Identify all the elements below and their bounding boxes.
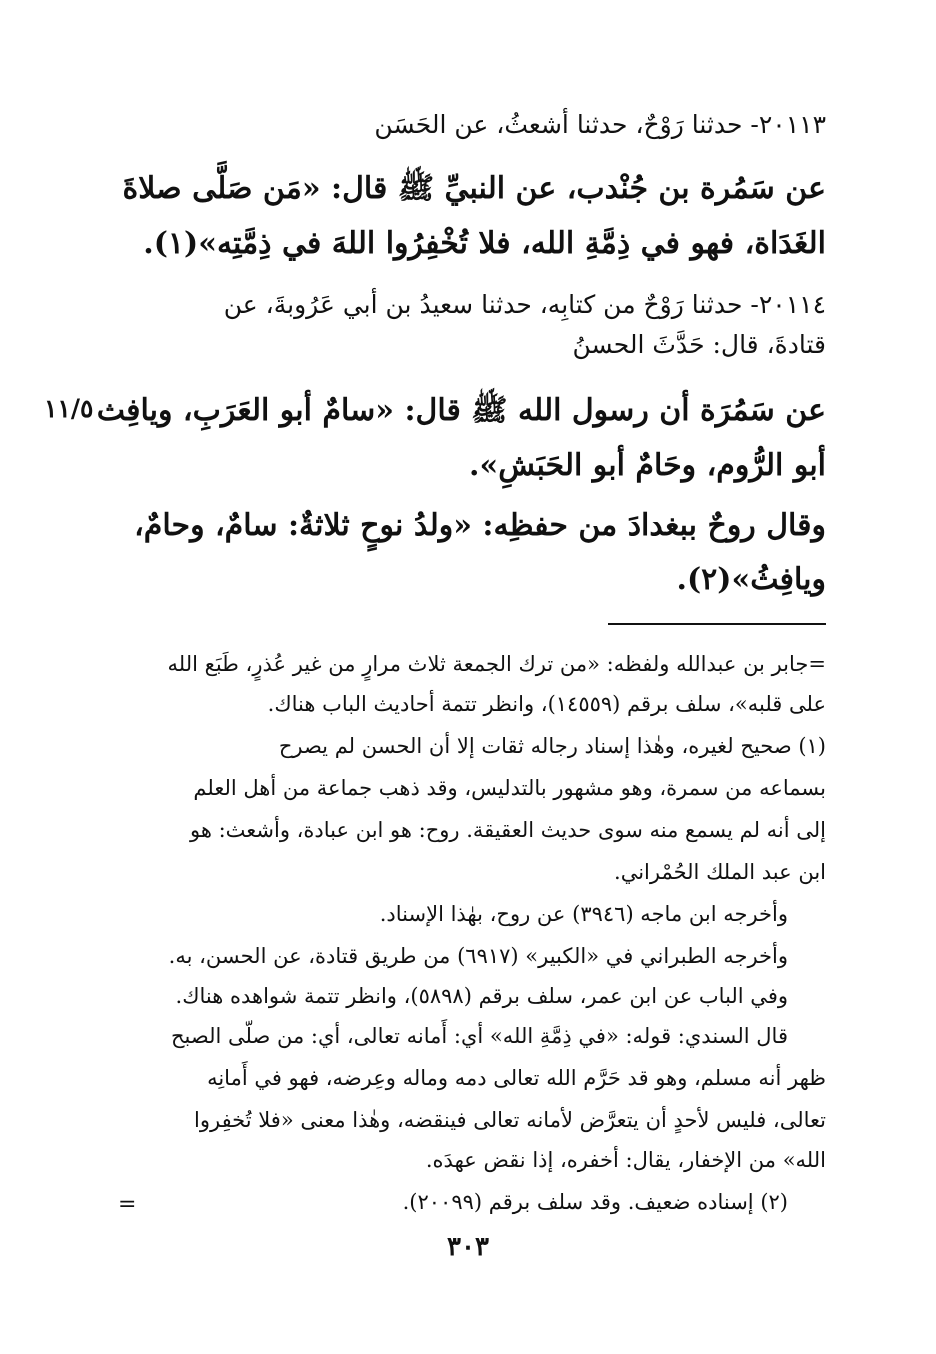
footnote-separator <box>608 623 826 625</box>
hadith-20113-isnad: ٢٠١١٣- حدثنا رَوْحٌ، حدثنا أشعثُ، عن الحَسَن <box>374 110 826 139</box>
hadith-20114-isnad-line-2: قتادةَ، قال: حَدَّثَ الحسنُ <box>572 330 826 359</box>
footnote-continues-mark: = <box>118 1192 137 1217</box>
footnote-1-line-5: وأخرجه ابن ماجه (٣٩٤٦) عن روح، بهٰذا الإسناد. <box>379 902 788 926</box>
hadith-20114-matn-line-3: وقال روحٌ ببغدادَ من حفظِه: «ولدُ نوحٍ ثلاثةٌ: سامٌ، وحامٌ، <box>134 508 826 543</box>
hadith-20113-matn-line-1: عن سَمُرة بن جُنْدب، عن النبيِّ ﷺ قال: «مَن صَلَّى صلاةَ <box>122 171 826 206</box>
footnote-continuation-line-2: على قلبه»، سلف برقم (١٤٥٥٩)، وانظر تتمة أحاديث الباب هناك. <box>267 692 826 716</box>
page-number: ٣٠٣ <box>447 1232 489 1262</box>
hadith-20114-matn-line-4: ويافِثُ»(٢). <box>676 562 826 597</box>
footnote-1-line-4: ابن عبد الملك الحُمْراني. <box>614 860 826 884</box>
footnote-1-line-3: إلى أنه لم يسمع منه سوى حديث العقيقة. روح: هو ابن عبادة، وأشعث: هو <box>189 818 826 842</box>
footnote-continuation-line-1: =جابر بن عبدالله ولفظه: «من ترك الجمعة ثلاث مرارٍ من غير عُذرٍ، طَبَع الله <box>167 652 826 676</box>
hadith-20114-matn-line-2: أبو الرُّوم، وحَامٌ أبو الحَبَشِ». <box>469 448 826 483</box>
footnote-1-line-9: ظهر أنه مسلم، وهو قد حَرَّم الله تعالى دمه وماله وعِرضه، فهو في أَمانِه <box>207 1066 826 1090</box>
footnote-1-line-7: وفي الباب عن ابن عمر، سلف برقم (٥٨٩٨)، وانظر تتمة شواهده هناك. <box>175 984 788 1008</box>
footnote-1-line-6: وأخرجه الطبراني في «الكبير» (٦٩١٧) من طريق قتادة، عن الحسن، به. <box>168 944 788 968</box>
footnote-1-line-2: بسماعه من سمرة، وهو مشهور بالتدليس، وقد ذهب جماعة من أهل العلم <box>193 776 826 800</box>
footnote-1-line-11: الله» من الإخفار، يقال: أخفره، إذا نقض عهدَه. <box>425 1148 826 1172</box>
hadith-20114-matn-line-1: عن سَمُرَة أن رسول الله ﷺ قال: «سامٌ أبو العَرَبِ، ويافِث <box>96 393 826 428</box>
footnote-1-line-1: (١) صحيح لغيره، وهٰذا إسناد رجاله ثقات إلا أن الحسن لم يصرح <box>278 734 826 758</box>
footnote-1-line-10: تعالى، فليس لأحدٍ أن يتعرَّض لأمانه تعالى فينقضه، وهٰذا معنى «فلا تُخفِروا <box>194 1108 826 1132</box>
hadith-20114-isnad-line-1: ٢٠١١٤- حدثنا رَوْحٌ من كتابِه، حدثنا سعيدُ بن أبي عَرُوبةَ، عن <box>223 290 826 319</box>
footnote-2: (٢) إسناده ضعيف. وقد سلف برقم (٢٠٠٩٩). <box>402 1190 788 1214</box>
margin-volume-page-ref: ١١/٥ <box>44 394 94 423</box>
hadith-20113-matn-line-2: الغَدَاة، فهو في ذِمَّةِ الله، فلا تُخْفِرُوا اللهَ في ذِمَّتِه»(١). <box>143 226 826 261</box>
footnote-1-line-8: قال السندي: قوله: «في ذِمَّةِ الله» أي: أَمانه تعالى، أي: من صلّى الصبح <box>171 1024 788 1048</box>
